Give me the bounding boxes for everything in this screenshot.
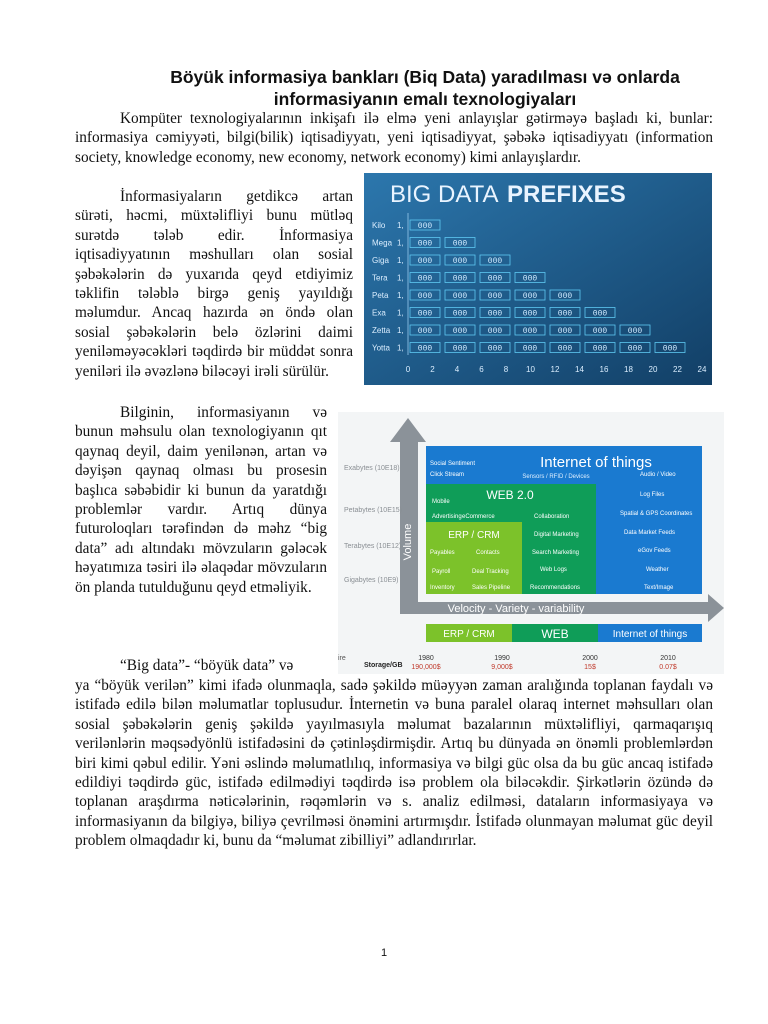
figure1-digit-group-text: 000 bbox=[417, 309, 433, 319]
figure1-digit-group-text: 000 bbox=[627, 327, 643, 336]
figure2-erp-item: Inventory bbox=[430, 585, 455, 591]
figure2-band-iot-label: Internet of things bbox=[612, 629, 688, 640]
figure2-iot-item: Data Market Feeds bbox=[624, 530, 676, 536]
figure1-x-tick: 20 bbox=[648, 365, 658, 374]
figure1-digit-group-text: 000 bbox=[522, 327, 538, 336]
figure1-row-value: 1, bbox=[397, 273, 404, 283]
figure1-row-label: Kilo bbox=[372, 221, 386, 230]
figure2-size-petabytes: Petabytes (10E15) bbox=[344, 507, 402, 514]
figure1-digit-group-text: 000 bbox=[487, 257, 503, 266]
figure2-year: 1980 bbox=[418, 655, 434, 662]
figure1-title-right: PREFIXES bbox=[507, 181, 626, 208]
figure1-row-value: 1, bbox=[397, 343, 404, 353]
figure1-digit-group-text: 000 bbox=[417, 274, 433, 284]
document-title: Böyük informasiya bankları (Biq Data) yaradılması və onlarda informasiyanın emalı texnologiyaları bbox=[170, 67, 680, 109]
figure2-cost: 9,000$ bbox=[491, 664, 513, 671]
figure1-digit-group-text: 000 bbox=[557, 292, 573, 301]
figure1-digit-group-text: 000 bbox=[592, 327, 608, 336]
figure1-x-tick: 22 bbox=[673, 365, 682, 374]
figure1-digit-group-text: 000 bbox=[417, 257, 433, 266]
figure1-digit-group-text: 000 bbox=[627, 344, 643, 354]
paragraph-definition-start: “Big data”- “böyük data” və bbox=[120, 657, 294, 674]
figure2-velocity-label: Velocity - Variety - variability bbox=[447, 603, 585, 615]
figure1-row-label: Peta bbox=[372, 291, 389, 300]
figure2-year: 2010 bbox=[660, 655, 676, 662]
figure1-x-tick: 8 bbox=[503, 365, 509, 374]
figure2-web-item: Search Marketing bbox=[532, 550, 580, 556]
figure1-digit-group-text: 000 bbox=[452, 292, 468, 301]
figure2-storage-label: Storage/GB bbox=[364, 662, 403, 669]
figure1-digit-group-text: 000 bbox=[487, 274, 503, 284]
figure2-iot-item: Click Stream bbox=[430, 472, 465, 478]
figure2-band-erp-label: ERP / CRM bbox=[443, 629, 495, 640]
figure2-web-item: Mobile bbox=[432, 499, 450, 505]
figure1-digit-group-text: 000 bbox=[487, 292, 503, 301]
figure1-digit-group-text: 000 bbox=[487, 327, 503, 336]
figure2-web-item: Advertising bbox=[432, 514, 462, 520]
figure2-size-exabytes: Exabytes (10E18) bbox=[344, 465, 400, 472]
figure2-iot-item: Audio / Video bbox=[640, 472, 676, 478]
figure1-digit-group-text: 000 bbox=[522, 274, 538, 284]
figure2-iot-title: Internet of things bbox=[540, 454, 652, 471]
big-data-prefixes-figure bbox=[364, 173, 712, 385]
figure2-web-title: WEB 2.0 bbox=[486, 488, 534, 502]
figure2-cut-text: ire bbox=[338, 655, 346, 662]
figure1-digit-group-text: 000 bbox=[452, 344, 468, 354]
figure2-erp-item: Sales Pipeline bbox=[472, 585, 511, 591]
figure1-x-tick: 10 bbox=[526, 365, 535, 374]
figure2-band-web-label: WEB bbox=[541, 627, 569, 641]
figure1-row-value: 1, bbox=[397, 256, 404, 265]
paragraph-definition: ya “böyük verilən” kimi ifadə olunmaqla, sadə şəkildə müəyyən zaman aralığında toplanan faydalı və istifadə edilə bilən məlumatlar toplusudur. İnternetin və buna paralel olaraq internet məhsulları olan sosial şəbəkələrin geniş şəkildə yayılmasıyla məlumat bazalarının müxtəlifliyi, qarmaqarışıq verilənlərin məqsədyönlü istifadəsini də çətinləşdirmişdir. Artıq bu dünyada ən önəmli problemlərdən biri kimi qəbul edilir. Yəni əslində məlumatlılıq, informasiya və bilgi güc olsa da bu güc ancaq istifadə edildiyi təqdirdə güc, istifadə edilmədiyi təqdirdə isə problem ola biləcəkdir. Şirkətlərin özündə də toplanan araşdırma nəticələrinin, rəqəmlərin və s. analiz edilməsi, dataların informasiyaya və informasiyanın da bilgiyə, biliyə çevrilməsi önəmini artırmışdır. İstifadə olunmayan məlumat güc deyil problem olmaqdadır ki, bunu da “məlumat zibilliyi” adlandırırlar. bbox=[75, 677, 713, 850]
figure1-digit-group-text: 000 bbox=[522, 292, 538, 301]
figure1-digit-group-text: 000 bbox=[557, 309, 573, 319]
figure2-erp-item: Contacts bbox=[476, 550, 500, 556]
figure1-digit-group-text: 000 bbox=[417, 239, 433, 249]
figure1-digit-group-text: 000 bbox=[417, 327, 433, 336]
figure1-x-tick: 14 bbox=[575, 365, 584, 374]
figure1-digit-group-text: 000 bbox=[522, 309, 538, 319]
figure2-cost: 0.07$ bbox=[659, 664, 677, 671]
figure2-erp-item: Payables bbox=[430, 550, 455, 556]
figure1-row-label: Yotta bbox=[372, 343, 390, 353]
figure2-iot-item: Log Files bbox=[640, 492, 665, 498]
paragraph-growth: İnformasiyaların getdikcə artan sürəti, həcmi, müxtəlifliyi bunu mütləq surətdə tələb edir. İnformasiya iqtisadiyyatının məshulları olan sosial şəbəkələrin də yuxarıda qeyd etdiyimiz təklifin tələblə birgə geniş yayıldığı məlumdur. Ancaq hazırda ən öndə olan sosial şəbəkələrin belə özlərini daimi yeniləməyəcəkləri təqdirdə bir müddət sonra yeniləri ilə əvəzlənə biləcəyi irəli sürülür. bbox=[75, 188, 353, 380]
figure1-digit-group-text: 000 bbox=[522, 344, 538, 354]
figure2-web-item: Recommendations bbox=[530, 585, 581, 591]
figure2-web-item: eCommerce bbox=[462, 514, 495, 520]
figure2-volume-label: Volume bbox=[402, 523, 414, 561]
figure2-cost: 15$ bbox=[584, 664, 596, 671]
figure1-digit-group-text: 000 bbox=[557, 327, 573, 336]
figure1-digit-group-text: 000 bbox=[557, 344, 573, 354]
figure2-iot-item: Social Sentiment bbox=[430, 461, 476, 467]
figure1-row-label: Zetta bbox=[372, 326, 391, 335]
figure1-row-value: 1, bbox=[397, 291, 404, 300]
figure1-digit-group-text: 000 bbox=[452, 239, 468, 249]
figure1-row-value: 1, bbox=[397, 221, 404, 230]
paragraph-sources: Bilginin, informasiyanın və bunun məhsulu olan texnologiyanın qıt qaynaq deyil, daim yenilənən, artan və dəyişən qaynaq olması bu prosesin başlıca səbəbidir ki bunun da yaratdığı problemlər vardır. Artıq dünya futuroloqları tərəfindən də məhz “big data” adı altındakı mövzuların gələcək həyatımıza təsiri ilə əlaqədar mövzuların ön planda tutulduğunu qeyd etməliyik. bbox=[75, 404, 327, 596]
figure1-digit-group-text: 000 bbox=[487, 309, 503, 319]
figure1-title-left: BIG DATA bbox=[390, 181, 499, 208]
figure2-iot-item: eGov Feeds bbox=[638, 548, 671, 554]
figure2-cost: 190,000$ bbox=[411, 664, 441, 671]
figure1-x-tick: 18 bbox=[624, 365, 633, 374]
figure1-row-label: Mega bbox=[372, 238, 393, 248]
figure2-erp-title: ERP / CRM bbox=[448, 530, 500, 541]
figure2-year: 2000 bbox=[582, 655, 598, 662]
figure1-row-label: Giga bbox=[372, 256, 389, 265]
figure1-digit-group-text: 000 bbox=[592, 344, 608, 354]
figure2-size-terabytes: Terabytes (10E12) bbox=[344, 543, 402, 550]
page-number: 1 bbox=[380, 947, 388, 959]
figure1-x-tick: 6 bbox=[479, 365, 484, 374]
figure1-digit-group-text: 000 bbox=[452, 327, 468, 336]
figure1-digit-group-text: 000 bbox=[417, 222, 433, 231]
figure2-year: 1990 bbox=[494, 655, 510, 662]
figure2-erp-item: Deal Tracking bbox=[472, 569, 509, 575]
figure1-x-tick: 16 bbox=[599, 365, 609, 374]
figure2-iot-item: Text/Image bbox=[644, 585, 674, 591]
figure1-x-tick: 0 bbox=[405, 365, 411, 374]
figure1-digit-group-text: 000 bbox=[417, 292, 433, 301]
figure1-digit-group-text: 000 bbox=[487, 344, 503, 354]
figure2-web-item: Web Logs bbox=[540, 567, 567, 573]
figure2-iot-item: Weather bbox=[646, 567, 669, 573]
figure1-x-tick: 24 bbox=[697, 365, 707, 374]
figure2-erp-item: Payroll bbox=[432, 569, 451, 575]
figure2-size-gigabytes: Gigabytes (10E9) bbox=[344, 577, 399, 584]
figure1-x-tick: 4 bbox=[454, 365, 460, 374]
figure2-iot-item: Spatial & GPS Coordinates bbox=[620, 511, 693, 517]
figure1-digit-group-text: 000 bbox=[662, 344, 678, 354]
figure2-iot-subtitle: Sensors / RFID / Devices bbox=[522, 474, 590, 480]
figure1-x-tick: 2 bbox=[430, 365, 435, 374]
figure1-row-value: 1, bbox=[397, 326, 404, 335]
figure1-digit-group-text: 000 bbox=[452, 257, 468, 266]
figure1-row-value: 1, bbox=[397, 238, 404, 248]
internet-of-things-figure bbox=[338, 412, 724, 674]
figure2-web-item: Collaboration bbox=[534, 514, 570, 520]
figure1-row-label: Tera bbox=[372, 273, 388, 283]
figure1-row-value: 1, bbox=[397, 308, 404, 318]
figure1-digit-group-text: 000 bbox=[452, 274, 468, 284]
figure1-x-tick: 12 bbox=[550, 365, 560, 374]
paragraph-intro: Kompüter texnologiyalarının inkişafı ilə elmə yeni anlayışlar gətirməyə başladı ki, bunlar: informasiya cəmiyyəti, bilgi(bilik) iqtisadiyyatı, yeni iqtisadiyyat, şəbəkə iqtisadiyyatı (information society, knowledge economy, new economy, network economy) kimi anlayışlardır. bbox=[75, 110, 713, 166]
figure1-digit-group-text: 000 bbox=[417, 344, 433, 354]
figure2-web-item: Digital Marketing bbox=[534, 532, 579, 538]
figure1-digit-group-text: 000 bbox=[452, 309, 468, 319]
figure1-digit-group-text: 000 bbox=[592, 309, 608, 319]
figure1-row-label: Exa bbox=[372, 308, 386, 318]
